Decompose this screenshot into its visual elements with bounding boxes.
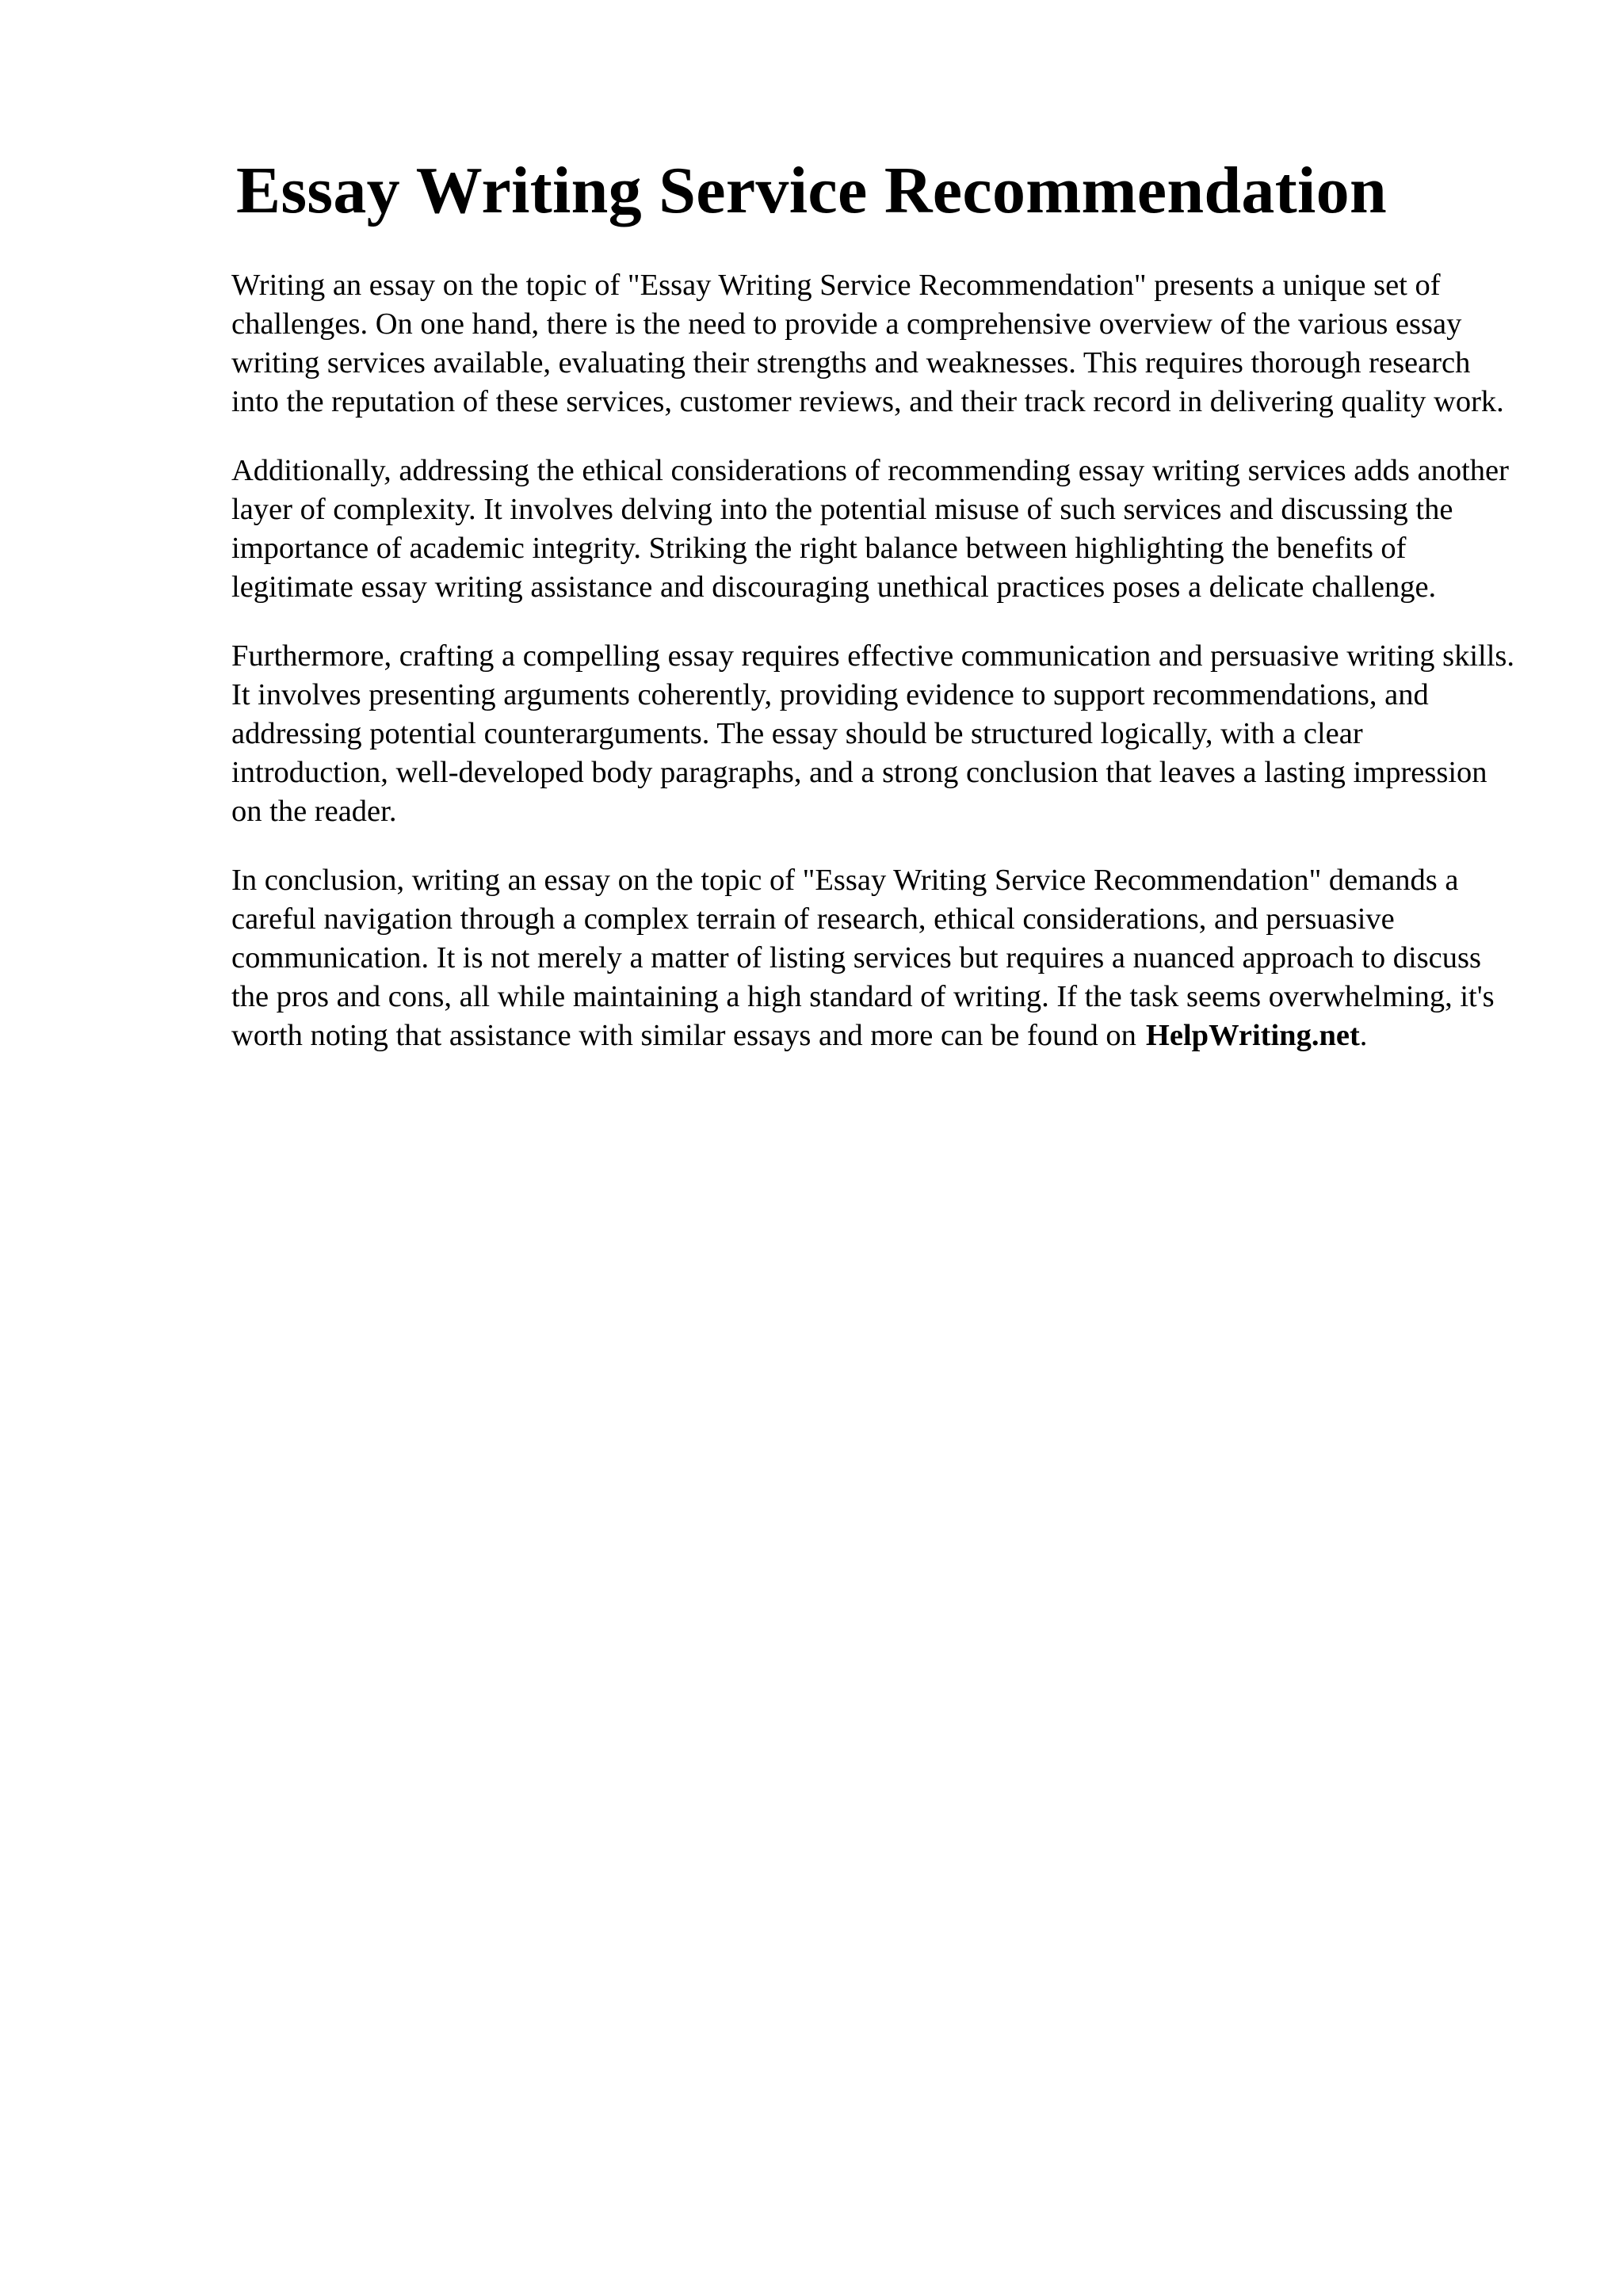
paragraph-4-text: In conclusion, writing an essay on the topic of "Essay Writing Service Recommendation" demands a careful navigation through a complex terrain of research, ethical considerations, and persuasive communication. It is not merely a matter of listing services but requires a nuanced approach to discuss the pros and cons, all while maintaining a high standard of writing. If the task seems overwhelming, it's worth noting that assistance with similar essays and more can be found on [231, 864, 1495, 1052]
trailing-period: . [1359, 1019, 1368, 1052]
document-title: Essay Writing Service Recommendation [236, 154, 1387, 227]
document-body [231, 266, 1515, 1085]
helpwriting-link[interactable]: HelpWriting.net [1145, 1019, 1360, 1052]
paragraph-4 [231, 861, 1515, 1055]
paragraph-3: Furthermore, crafting a compelling essay requires effective communication and persuasive writing skills. It involves presenting arguments coherently, providing evidence to support recommendations, and addressing potential counterarguments. The essay should be structured logically, with a clear introduction, well-developed body paragraphs, and a strong conclusion that leaves a lasting impression on the reader. [231, 639, 1515, 828]
paragraph-1: Writing an essay on the topic of "Essay Writing Service Recommendation" presents a unique set of challenges. On one hand, there is the need to provide a comprehensive overview of the various essay writing services available, evaluating their strengths and weaknesses. This requires thorough research into the reputation of these services, customer reviews, and their track record in delivering quality work. [231, 269, 1504, 418]
paragraph-2: Additionally, addressing the ethical considerations of recommending essay writing services adds another layer of complexity. It involves delving into the potential misuse of such services and discussing the importance of academic integrity. Striking the right balance between highlighting the benefits of legitimate essay writing assistance and discouraging unethical practices poses a delicate challenge. [231, 454, 1509, 604]
